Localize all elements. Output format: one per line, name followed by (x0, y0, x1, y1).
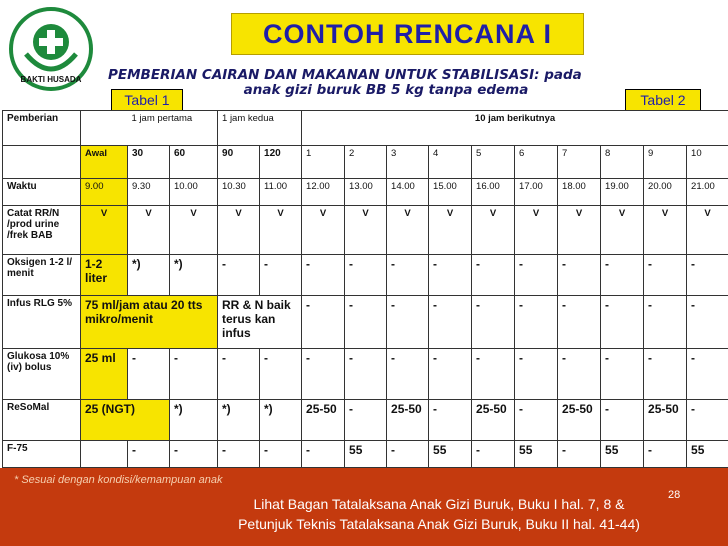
table-cell: - (260, 349, 302, 400)
table-cell: 7 (558, 146, 601, 179)
table-row-numbers (3, 146, 728, 179)
row-label: F-75 (3, 441, 81, 468)
table-cell: 1 (302, 146, 345, 179)
bakti-husada-logo (6, 4, 96, 94)
subtitle-line-2: anak gizi buruk BB 5 kg tanpa edema (243, 82, 529, 98)
table-cell: - (515, 400, 558, 441)
table-cell: RR & N baik terus kan infus (218, 296, 302, 349)
table-cell: - (515, 296, 558, 349)
table-cell: - (644, 255, 687, 296)
reference-text (150, 494, 728, 534)
row-label: Infus RLG 5% (3, 296, 81, 349)
table-cell: - (302, 441, 345, 468)
header-next-hours: 10 jam berikutnya (302, 111, 728, 146)
row-label: Waktu (3, 179, 81, 206)
table-cell: - (218, 255, 260, 296)
row-label: Oksigen 1-2 l/ menit (3, 255, 81, 296)
table-cell: V (218, 206, 260, 255)
table-cell: 4 (429, 146, 472, 179)
table-cell: 11.00 (260, 179, 302, 206)
table-row-infus (3, 296, 728, 349)
table-cell: 25 (NGT) (81, 400, 170, 441)
table-cell: - (387, 349, 429, 400)
table-row-glukosa (3, 349, 728, 400)
table-row-f75 (3, 441, 728, 468)
table-cell: V (128, 206, 170, 255)
table-cell: 90 (218, 146, 260, 179)
table-cell: 14.00 (387, 179, 429, 206)
table-cell: - (302, 349, 345, 400)
table-cell: 17.00 (515, 179, 558, 206)
table-cell: - (472, 441, 515, 468)
table-cell: - (260, 255, 302, 296)
row-label: ReSoMal (3, 400, 81, 441)
row-label: Glukosa 10% (iv) bolus (3, 349, 81, 400)
table-cell: 2 (345, 146, 387, 179)
table-cell: *) (170, 400, 218, 441)
table-cell: - (472, 296, 515, 349)
table-row-catat (3, 206, 728, 255)
table-cell: - (472, 255, 515, 296)
table-cell: 16.00 (472, 179, 515, 206)
table-cell: - (687, 296, 728, 349)
plan-table (2, 110, 728, 468)
table-cell: - (644, 441, 687, 468)
table-cell: *) (128, 255, 170, 296)
header-first-hour: 1 jam pertama (128, 111, 218, 146)
table-row-resomal (3, 400, 728, 441)
table-cell: 75 ml/jam atau 20 tts mikro/menit (81, 296, 218, 349)
table-cell: V (429, 206, 472, 255)
tabel-2-link[interactable]: Tabel 2 (625, 89, 701, 111)
title-banner (231, 13, 584, 55)
table-cell: 10.00 (170, 179, 218, 206)
table-cell: - (644, 349, 687, 400)
table-cell: 55 (601, 441, 644, 468)
table-cell: 6 (515, 146, 558, 179)
table-cell: - (644, 296, 687, 349)
table-cell: - (345, 296, 387, 349)
table-cell: 18.00 (558, 179, 601, 206)
table-cell: 30 (128, 146, 170, 179)
table-cell: 25-50 (302, 400, 345, 441)
table-cell: - (515, 255, 558, 296)
table-cell: V (515, 206, 558, 255)
table-cell: 25 ml (81, 349, 128, 400)
table-cell: 60 (170, 146, 218, 179)
table-cell: V (345, 206, 387, 255)
table-cell: *) (170, 255, 218, 296)
table-cell: - (429, 400, 472, 441)
table-cell: 8 (601, 146, 644, 179)
table-cell: 3 (387, 146, 429, 179)
table-cell: V (170, 206, 218, 255)
table-cell: - (687, 349, 728, 400)
table-cell: *) (260, 400, 302, 441)
table-cell: - (472, 349, 515, 400)
table-cell: - (128, 349, 170, 400)
table-cell: 9 (644, 146, 687, 179)
table-cell: 25-50 (472, 400, 515, 441)
table-row-waktu (3, 179, 728, 206)
table-cell: 55 (429, 441, 472, 468)
table-cell: 120 (260, 146, 302, 179)
page-number: 28 (668, 489, 681, 501)
table-cell: 9.00 (81, 179, 128, 206)
cell-awal: Awal (81, 146, 128, 179)
table-cell: 55 (687, 441, 728, 468)
table-cell: 25-50 (558, 400, 601, 441)
table-cell: - (218, 441, 260, 468)
table-cell: - (387, 255, 429, 296)
table-cell: V (260, 206, 302, 255)
table-cell: 25-50 (644, 400, 687, 441)
table-cell: - (218, 349, 260, 400)
table-cell: - (558, 296, 601, 349)
table-cell: - (302, 255, 345, 296)
table-cell: 12.00 (302, 179, 345, 206)
table-cell: - (345, 255, 387, 296)
table-cell: - (429, 255, 472, 296)
table-cell: - (429, 349, 472, 400)
table-cell: - (260, 441, 302, 468)
table-cell: - (601, 349, 644, 400)
table-cell: - (429, 296, 472, 349)
table-cell: - (387, 296, 429, 349)
table-cell: - (558, 255, 601, 296)
table-cell: - (302, 296, 345, 349)
table-cell: - (515, 349, 558, 400)
table-cell: 10.30 (218, 179, 260, 206)
table-cell: 15.00 (429, 179, 472, 206)
table-cell: 10 (687, 146, 728, 179)
table-header-row (3, 111, 728, 146)
table-cell: 55 (515, 441, 558, 468)
table-cell: - (170, 441, 218, 468)
table-cell: V (387, 206, 429, 255)
table-cell: - (601, 400, 644, 441)
table-cell: - (601, 255, 644, 296)
table-cell: 9.30 (128, 179, 170, 206)
table-cell: 5 (472, 146, 515, 179)
table-cell: - (345, 400, 387, 441)
table-cell: 1-2 liter (81, 255, 128, 296)
page-title: CONTOH RENCANA I (262, 18, 552, 49)
logo-text: BAKTI HUSADA (20, 75, 82, 84)
table-cell: V (472, 206, 515, 255)
table-cell: 19.00 (601, 179, 644, 206)
table-cell: - (687, 400, 728, 441)
table-cell: V (687, 206, 728, 255)
table-cell: V (601, 206, 644, 255)
table-cell: - (170, 349, 218, 400)
reference-line-2: Petunjuk Teknis Tatalaksana Anak Gizi Buruk, Buku II hal. 41-44) (238, 516, 640, 532)
reference-line-1: Lihat Bagan Tatalaksana Anak Gizi Buruk, Buku I hal. 7, 8 & (253, 496, 625, 512)
table-cell: V (558, 206, 601, 255)
subtitle-line-1: PEMBERIAN CAIRAN DAN MAKANAN UNTUK STABILISASI: pada (108, 67, 582, 83)
table-cell: - (558, 349, 601, 400)
header-second-hour: 1 jam kedua (218, 111, 302, 146)
table-cell: 21.00 (687, 179, 728, 206)
table-cell: V (644, 206, 687, 255)
table-cell: 55 (345, 441, 387, 468)
table-row-oksigen (3, 255, 728, 296)
table-cell: 13.00 (345, 179, 387, 206)
table-cell: - (345, 349, 387, 400)
table-cell: - (558, 441, 601, 468)
table-cell: V (302, 206, 345, 255)
tabel-1-link[interactable]: Tabel 1 (111, 89, 183, 111)
table-cell: - (687, 255, 728, 296)
header-pemberian: Pemberian (3, 111, 81, 146)
table-cell: *) (218, 400, 260, 441)
table-cell: - (601, 296, 644, 349)
table-cell: 25-50 (387, 400, 429, 441)
logo-emblem (6, 4, 96, 94)
table-cell: - (128, 441, 170, 468)
table-cell: - (387, 441, 429, 468)
footnote: * Sesuai dengan kondisi/kemampuan anak (14, 474, 223, 486)
table-cell: 20.00 (644, 179, 687, 206)
table-cell: V (81, 206, 128, 255)
row-label: Catat RR/N /prod urine /frek BAB (3, 206, 81, 255)
